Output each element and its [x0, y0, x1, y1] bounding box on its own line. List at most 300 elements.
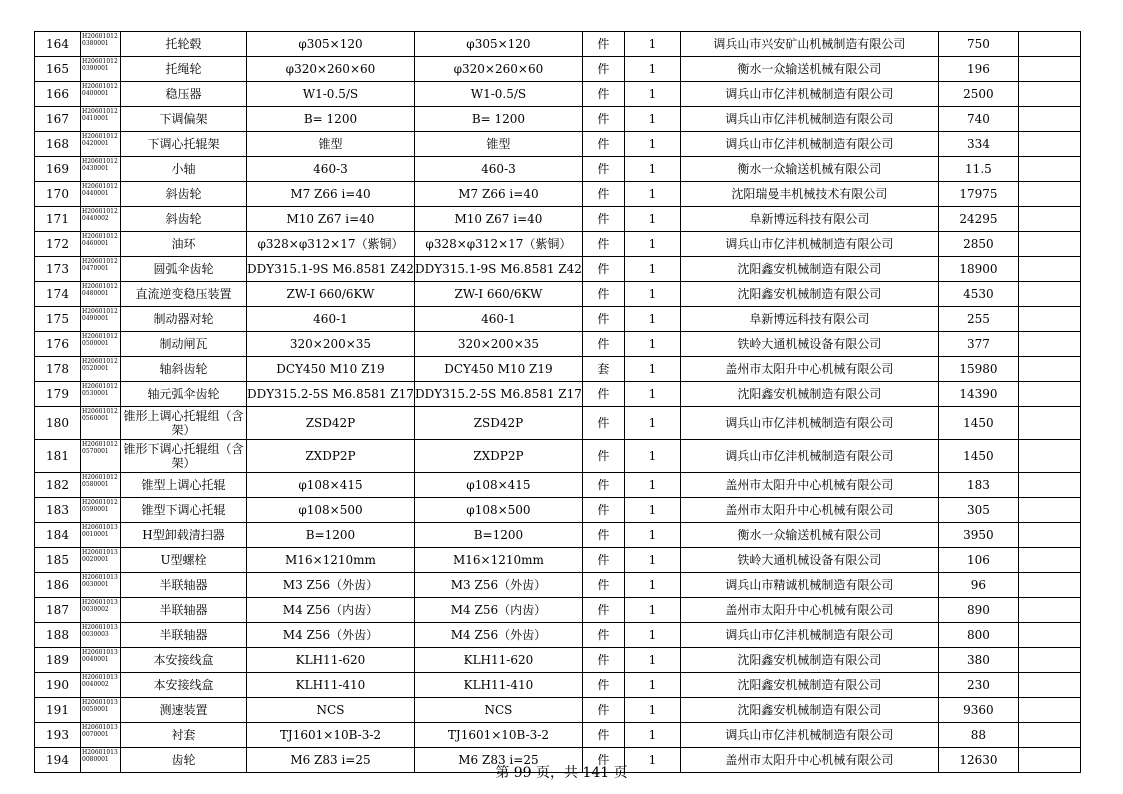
item-spec: B= 1200: [247, 107, 415, 132]
item-quantity: 1: [624, 673, 680, 698]
item-model: φ305×120: [414, 32, 582, 57]
supplier-name: 调兵山市亿沣机械制造有限公司: [680, 407, 938, 440]
supplier-name: 调兵山市精诚机械制造有限公司: [680, 573, 938, 598]
item-unit: 套: [582, 357, 624, 382]
item-name: 轴元弧伞齿轮: [121, 382, 247, 407]
item-spec: DDY315.1-9S M6.8581 Z42: [247, 257, 415, 282]
unit-price: 2500: [938, 82, 1018, 107]
item-name: 轴斜齿轮: [121, 357, 247, 382]
item-code: H20601012 0500001: [81, 332, 121, 357]
table-row: [35, 498, 1081, 523]
unit-price: 15980: [938, 357, 1018, 382]
row-number: 178: [35, 357, 81, 382]
unit-price: 2850: [938, 232, 1018, 257]
supplier-name: 调兵山市兴安矿山机械制造有限公司: [680, 32, 938, 57]
row-number: 184: [35, 523, 81, 548]
item-spec: KLH11-620: [247, 648, 415, 673]
item-unit: 件: [582, 332, 624, 357]
item-model: W1-0.5/S: [414, 82, 582, 107]
remark: [1018, 598, 1080, 623]
remark: [1018, 57, 1080, 82]
table-row: [35, 648, 1081, 673]
item-model: B=1200: [414, 523, 582, 548]
remark: [1018, 32, 1080, 57]
item-code: H20601013 0040001: [81, 648, 121, 673]
table-row: [35, 32, 1081, 57]
item-spec: ZW-I 660/6KW: [247, 282, 415, 307]
remark: [1018, 132, 1080, 157]
unit-price: 750: [938, 32, 1018, 57]
item-code: H20601012 0410001: [81, 107, 121, 132]
item-model: 460-3: [414, 157, 582, 182]
remark: [1018, 207, 1080, 232]
item-spec: M7 Z66 i=40: [247, 182, 415, 207]
row-number: 182: [35, 473, 81, 498]
item-spec: ZSD42P: [247, 407, 415, 440]
item-model: M3 Z56（外齿）: [414, 573, 582, 598]
item-quantity: 1: [624, 598, 680, 623]
item-unit: 件: [582, 182, 624, 207]
item-spec: TJ1601×10B-3-2: [247, 723, 415, 748]
item-unit: 件: [582, 32, 624, 57]
item-unit: 件: [582, 307, 624, 332]
item-spec: 锥型: [247, 132, 415, 157]
item-model: 锥型: [414, 132, 582, 157]
supplier-name: 沈阳鑫安机械制造有限公司: [680, 382, 938, 407]
item-quantity: 1: [624, 57, 680, 82]
unit-price: 11.5: [938, 157, 1018, 182]
item-unit: 件: [582, 157, 624, 182]
item-unit: 件: [582, 382, 624, 407]
unit-price: 255: [938, 307, 1018, 332]
table-row: [35, 407, 1081, 440]
item-name: H型卸载清扫器: [121, 523, 247, 548]
item-model: M16×1210mm: [414, 548, 582, 573]
unit-price: 305: [938, 498, 1018, 523]
table-row: [35, 548, 1081, 573]
supplier-name: 调兵山市亿沣机械制造有限公司: [680, 232, 938, 257]
item-quantity: 1: [624, 523, 680, 548]
remark: [1018, 107, 1080, 132]
item-quantity: 1: [624, 357, 680, 382]
item-name: 斜齿轮: [121, 182, 247, 207]
table-row: [35, 523, 1081, 548]
item-model: KLH11-410: [414, 673, 582, 698]
item-spec: M6 Z83 i=25: [247, 748, 415, 773]
item-unit: 件: [582, 440, 624, 473]
item-spec: φ108×415: [247, 473, 415, 498]
item-model: M7 Z66 i=40: [414, 182, 582, 207]
item-model: 320×200×35: [414, 332, 582, 357]
item-spec: M4 Z56（内齿）: [247, 598, 415, 623]
item-code: H20601013 0030001: [81, 573, 121, 598]
item-quantity: 1: [624, 157, 680, 182]
table-row: [35, 723, 1081, 748]
item-unit: 件: [582, 748, 624, 773]
supplier-name: 衡水一众输送机械有限公司: [680, 523, 938, 548]
item-name: 测速装置: [121, 698, 247, 723]
item-unit: 件: [582, 257, 624, 282]
unit-price: 890: [938, 598, 1018, 623]
unit-price: 230: [938, 673, 1018, 698]
item-name: 托绳轮: [121, 57, 247, 82]
item-name: 稳压器: [121, 82, 247, 107]
table-row: [35, 673, 1081, 698]
item-quantity: 1: [624, 82, 680, 107]
table-row: [35, 357, 1081, 382]
table-row: [35, 82, 1081, 107]
remark: [1018, 382, 1080, 407]
table-row: [35, 207, 1081, 232]
item-name: 锥形下调心托辊组（含架）: [121, 440, 247, 473]
item-name: 本安接线盒: [121, 673, 247, 698]
unit-price: 380: [938, 648, 1018, 673]
item-code: H20601012 0520001: [81, 357, 121, 382]
item-model: ZXDP2P: [414, 440, 582, 473]
item-code: H20601013 0030003: [81, 623, 121, 648]
item-quantity: 1: [624, 257, 680, 282]
item-spec: KLH11-410: [247, 673, 415, 698]
supplier-name: 阜新博远科技有限公司: [680, 307, 938, 332]
item-unit: 件: [582, 698, 624, 723]
unit-price: 1450: [938, 407, 1018, 440]
remark: [1018, 523, 1080, 548]
row-number: 171: [35, 207, 81, 232]
item-code: H20601012 0420001: [81, 132, 121, 157]
item-name: 齿轮: [121, 748, 247, 773]
item-model: DDY315.1-9S M6.8581 Z42: [414, 257, 582, 282]
supplier-name: 调兵山市亿沣机械制造有限公司: [680, 723, 938, 748]
item-quantity: 1: [624, 407, 680, 440]
item-unit: 件: [582, 232, 624, 257]
item-code: H20601013 0020001: [81, 548, 121, 573]
item-quantity: 1: [624, 748, 680, 773]
item-code: H20601013 0070001: [81, 723, 121, 748]
remark: [1018, 473, 1080, 498]
table-row: [35, 182, 1081, 207]
parts-table: [34, 31, 1081, 773]
item-code: H20601012 0380001: [81, 32, 121, 57]
item-code: H20601012 0530001: [81, 382, 121, 407]
table-row: [35, 157, 1081, 182]
item-quantity: 1: [624, 648, 680, 673]
remark: [1018, 332, 1080, 357]
row-number: 179: [35, 382, 81, 407]
item-code: H20601012 0430001: [81, 157, 121, 182]
row-number: 176: [35, 332, 81, 357]
item-quantity: 1: [624, 382, 680, 407]
remark: [1018, 257, 1080, 282]
unit-price: 334: [938, 132, 1018, 157]
supplier-name: 铁岭大通机械设备有限公司: [680, 332, 938, 357]
row-number: 173: [35, 257, 81, 282]
item-model: B= 1200: [414, 107, 582, 132]
item-spec: DDY315.2-5S M6.8581 Z17: [247, 382, 415, 407]
item-code: H20601013 0030002: [81, 598, 121, 623]
table-row: [35, 573, 1081, 598]
table-row: [35, 107, 1081, 132]
item-spec: φ320×260×60: [247, 57, 415, 82]
unit-price: 183: [938, 473, 1018, 498]
item-model: DDY315.2-5S M6.8581 Z17: [414, 382, 582, 407]
remark: [1018, 723, 1080, 748]
item-model: φ108×415: [414, 473, 582, 498]
row-number: 194: [35, 748, 81, 773]
item-code: H20601012 0460001: [81, 232, 121, 257]
unit-price: 4530: [938, 282, 1018, 307]
item-code: H20601012 0390001: [81, 57, 121, 82]
row-number: 170: [35, 182, 81, 207]
item-name: 制动器对轮: [121, 307, 247, 332]
item-name: 下调偏架: [121, 107, 247, 132]
supplier-name: 沈阳鑫安机械制造有限公司: [680, 673, 938, 698]
unit-price: 24295: [938, 207, 1018, 232]
item-model: φ320×260×60: [414, 57, 582, 82]
table-row: [35, 382, 1081, 407]
item-code: H20601012 0480001: [81, 282, 121, 307]
item-name: 油环: [121, 232, 247, 257]
item-name: 锥型上调心托辊: [121, 473, 247, 498]
item-code: H20601012 0580001: [81, 473, 121, 498]
table-row: [35, 132, 1081, 157]
supplier-name: 沈阳瑞曼丰机械技术有限公司: [680, 182, 938, 207]
item-unit: 件: [582, 673, 624, 698]
item-quantity: 1: [624, 573, 680, 598]
unit-price: 740: [938, 107, 1018, 132]
item-model: φ328×φ312×17（紫铜）: [414, 232, 582, 257]
table-row: [35, 473, 1081, 498]
item-code: H20601012 0470001: [81, 257, 121, 282]
supplier-name: 沈阳鑫安机械制造有限公司: [680, 648, 938, 673]
item-name: 直流逆变稳压装置: [121, 282, 247, 307]
item-code: H20601013 0080001: [81, 748, 121, 773]
item-model: ZSD42P: [414, 407, 582, 440]
item-quantity: 1: [624, 32, 680, 57]
item-quantity: 1: [624, 723, 680, 748]
item-unit: 件: [582, 573, 624, 598]
item-unit: 件: [582, 648, 624, 673]
unit-price: 196: [938, 57, 1018, 82]
item-name: U型螺栓: [121, 548, 247, 573]
item-spec: NCS: [247, 698, 415, 723]
item-unit: 件: [582, 623, 624, 648]
item-model: KLH11-620: [414, 648, 582, 673]
supplier-name: 沈阳鑫安机械制造有限公司: [680, 698, 938, 723]
item-spec: M16×1210mm: [247, 548, 415, 573]
item-unit: 件: [582, 57, 624, 82]
item-spec: M4 Z56（外齿）: [247, 623, 415, 648]
row-number: 172: [35, 232, 81, 257]
table-row: [35, 598, 1081, 623]
table-row: [35, 57, 1081, 82]
item-unit: 件: [582, 282, 624, 307]
item-name: 制动闸瓦: [121, 332, 247, 357]
item-name: 本安接线盒: [121, 648, 247, 673]
unit-price: 3950: [938, 523, 1018, 548]
row-number: 189: [35, 648, 81, 673]
supplier-name: 调兵山市亿沣机械制造有限公司: [680, 440, 938, 473]
item-code: H20601012 0440002: [81, 207, 121, 232]
item-code: H20601012 0590001: [81, 498, 121, 523]
remark: [1018, 282, 1080, 307]
row-number: 185: [35, 548, 81, 573]
supplier-name: 调兵山市亿沣机械制造有限公司: [680, 82, 938, 107]
unit-price: 88: [938, 723, 1018, 748]
page-number: 第 99 页，共 141 页: [495, 765, 628, 781]
row-number: 165: [35, 57, 81, 82]
supplier-name: 盖州市太阳升中心机械有限公司: [680, 598, 938, 623]
item-quantity: 1: [624, 473, 680, 498]
table-row: [35, 257, 1081, 282]
item-spec: 460-3: [247, 157, 415, 182]
supplier-name: 盖州市太阳升中心机械有限公司: [680, 473, 938, 498]
item-quantity: 1: [624, 623, 680, 648]
item-code: H20601013 0040002: [81, 673, 121, 698]
unit-price: 106: [938, 548, 1018, 573]
item-quantity: 1: [624, 207, 680, 232]
item-model: M6 Z83 i=25: [414, 748, 582, 773]
remark: [1018, 440, 1080, 473]
table-row: [35, 698, 1081, 723]
unit-price: 18900: [938, 257, 1018, 282]
item-unit: 件: [582, 548, 624, 573]
item-model: M10 Z67 i=40: [414, 207, 582, 232]
supplier-name: 铁岭大通机械设备有限公司: [680, 548, 938, 573]
remark: [1018, 307, 1080, 332]
unit-price: 14390: [938, 382, 1018, 407]
remark: [1018, 232, 1080, 257]
item-spec: ZXDP2P: [247, 440, 415, 473]
remark: [1018, 548, 1080, 573]
table-row: [35, 440, 1081, 473]
item-quantity: 1: [624, 498, 680, 523]
item-code: H20601013 0010001: [81, 523, 121, 548]
row-number: 166: [35, 82, 81, 107]
row-number: 175: [35, 307, 81, 332]
item-quantity: 1: [624, 282, 680, 307]
remark: [1018, 498, 1080, 523]
row-number: 169: [35, 157, 81, 182]
item-name: 半联轴器: [121, 623, 247, 648]
item-quantity: 1: [624, 440, 680, 473]
item-unit: 件: [582, 723, 624, 748]
supplier-name: 盖州市太阳升中心机械有限公司: [680, 498, 938, 523]
item-code: H20601012 0490001: [81, 307, 121, 332]
item-name: 衬套: [121, 723, 247, 748]
item-unit: 件: [582, 407, 624, 440]
supplier-name: 调兵山市亿沣机械制造有限公司: [680, 132, 938, 157]
item-code: H20601012 0570001: [81, 440, 121, 473]
item-spec: φ328×φ312×17（紫铜）: [247, 232, 415, 257]
item-spec: 460-1: [247, 307, 415, 332]
unit-price: 96: [938, 573, 1018, 598]
item-unit: 件: [582, 523, 624, 548]
unit-price: 1450: [938, 440, 1018, 473]
item-name: 半联轴器: [121, 573, 247, 598]
item-unit: 件: [582, 598, 624, 623]
remark: [1018, 698, 1080, 723]
table-row: [35, 307, 1081, 332]
item-quantity: 1: [624, 307, 680, 332]
supplier-name: 阜新博远科技有限公司: [680, 207, 938, 232]
remark: [1018, 182, 1080, 207]
supplier-name: 调兵山市亿沣机械制造有限公司: [680, 107, 938, 132]
item-name: 锥型下调心托辊: [121, 498, 247, 523]
unit-price: 800: [938, 623, 1018, 648]
unit-price: 17975: [938, 182, 1018, 207]
supplier-name: 沈阳鑫安机械制造有限公司: [680, 257, 938, 282]
item-quantity: 1: [624, 232, 680, 257]
item-name: 圆弧伞齿轮: [121, 257, 247, 282]
item-model: 460-1: [414, 307, 582, 332]
supplier-name: 衡水一众输送机械有限公司: [680, 157, 938, 182]
item-code: H20601012 0560001: [81, 407, 121, 440]
table-row: [35, 282, 1081, 307]
row-number: 187: [35, 598, 81, 623]
item-unit: 件: [582, 498, 624, 523]
item-quantity: 1: [624, 332, 680, 357]
item-spec: 320×200×35: [247, 332, 415, 357]
item-name: 下调心托辊架: [121, 132, 247, 157]
item-model: M4 Z56（外齿）: [414, 623, 582, 648]
item-code: H20601012 0440001: [81, 182, 121, 207]
supplier-name: 盖州市太阳升中心机械有限公司: [680, 748, 938, 773]
row-number: 174: [35, 282, 81, 307]
item-model: NCS: [414, 698, 582, 723]
item-spec: DCY450 M10 Z19: [247, 357, 415, 382]
unit-price: 9360: [938, 698, 1018, 723]
item-model: φ108×500: [414, 498, 582, 523]
item-model: TJ1601×10B-3-2: [414, 723, 582, 748]
remark: [1018, 648, 1080, 673]
row-number: 183: [35, 498, 81, 523]
row-number: 164: [35, 32, 81, 57]
item-quantity: 1: [624, 182, 680, 207]
item-unit: 件: [582, 107, 624, 132]
unit-price: 377: [938, 332, 1018, 357]
supplier-name: 沈阳鑫安机械制造有限公司: [680, 282, 938, 307]
row-number: 167: [35, 107, 81, 132]
row-number: 190: [35, 673, 81, 698]
item-quantity: 1: [624, 548, 680, 573]
item-model: M4 Z56（内齿）: [414, 598, 582, 623]
item-model: DCY450 M10 Z19: [414, 357, 582, 382]
remark: [1018, 623, 1080, 648]
row-number: 180: [35, 407, 81, 440]
item-name: 锥形上调心托辊组（含架）: [121, 407, 247, 440]
item-spec: φ305×120: [247, 32, 415, 57]
item-spec: M3 Z56（外齿）: [247, 573, 415, 598]
row-number: 186: [35, 573, 81, 598]
remark: [1018, 82, 1080, 107]
item-model: ZW-I 660/6KW: [414, 282, 582, 307]
item-name: 小轴: [121, 157, 247, 182]
item-unit: 件: [582, 82, 624, 107]
remark: [1018, 573, 1080, 598]
remark: [1018, 157, 1080, 182]
row-number: 191: [35, 698, 81, 723]
item-code: H20601013 0050001: [81, 698, 121, 723]
unit-price: 12630: [938, 748, 1018, 773]
supplier-name: 盖州市太阳升中心机械有限公司: [680, 357, 938, 382]
item-quantity: 1: [624, 698, 680, 723]
row-number: 188: [35, 623, 81, 648]
remark: [1018, 357, 1080, 382]
item-unit: 件: [582, 132, 624, 157]
supplier-name: 衡水一众输送机械有限公司: [680, 57, 938, 82]
row-number: 181: [35, 440, 81, 473]
remark: [1018, 407, 1080, 440]
